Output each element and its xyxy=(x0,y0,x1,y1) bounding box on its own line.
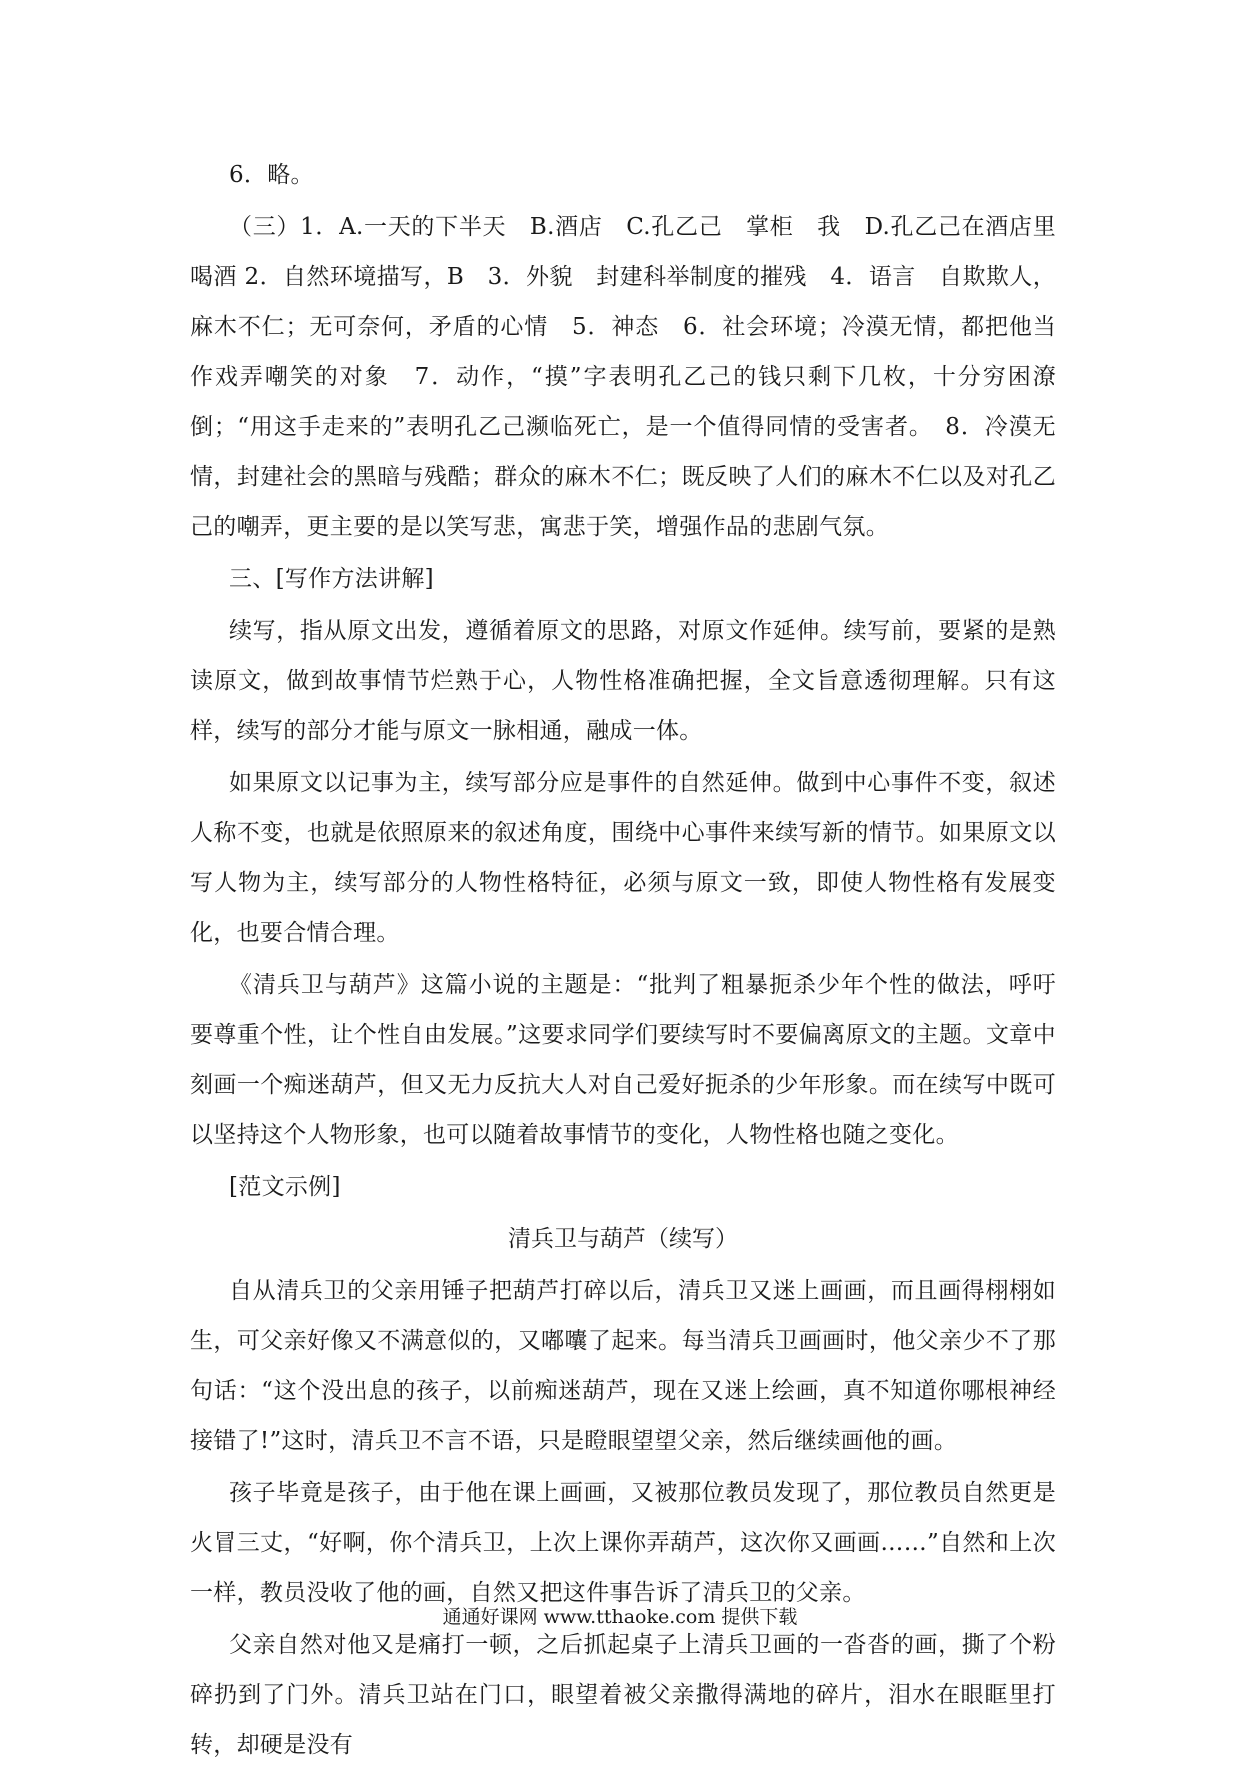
footer-text: 通通好课网 www.tthaoke.com 提供下载 xyxy=(442,1606,798,1628)
essay-paragraph: 孩子毕竟是孩子，由于他在课上画画，又被那位教员发现了，那位教员自然更是火冒三丈，“好啊，你个清兵卫，上次上课你弄葫芦，这次你又画画……”自然和上次一样，教员没收了他的画，自然又把这件事告诉了清兵卫的父亲。 xyxy=(190,1480,1056,1606)
writing-paragraph: 如果原文以记事为主，续写部分应是事件的自然延伸。做到中心事件不变，叙述人称不变，也就是依照原来的叙述角度，围绕中心事件来续写新的情节。如果原文以写人物为主，续写部分的人物性格特征，必须与原文一致，即使人物性格有发展变化，也要合情合理。 xyxy=(190,770,1056,946)
document-body xyxy=(190,150,1056,1772)
section-heading-writing: 三、[写作方法讲解] xyxy=(229,566,434,592)
writing-paragraph: 续写，指从原文出发，遵循着原文的思路，对原文作延伸。续写前，要紧的是熟读原文，做到故事情节烂熟于心，人物性格准确把握，全文旨意透彻理解。只有这样，续写的部分才能与原文一脉相通，融成一体。 xyxy=(190,618,1056,744)
essay-title: 清兵卫与葫芦（续写） xyxy=(508,1226,738,1252)
answer-6: 6．略。 xyxy=(229,162,314,188)
essay-paragraph: 父亲自然对他又是痛打一顿，之后抓起桌子上清兵卫画的一沓沓的画，撕了个粉碎扔到了门外。清兵卫站在门口，眼望着被父亲撒得满地的碎片，泪水在眼眶里打转，却硬是没有 xyxy=(190,1632,1056,1758)
essay-paragraph: 自从清兵卫的父亲用锤子把葫芦打碎以后，清兵卫又迷上画画，而且画得栩栩如生，可父亲好像又不满意似的，又嘟囔了起来。每当清兵卫画画时，他父亲少不了那句话：“这个没出息的孩子，以前痴迷葫芦，现在又迷上绘画，真不知道你哪根神经接错了!”这时，清兵卫不言不语，只是瞪眼望望父亲，然后继续画他的画。 xyxy=(190,1278,1056,1454)
example-heading: [范文示例] xyxy=(229,1174,341,1200)
page-footer xyxy=(0,1602,1240,1632)
answer-section-3: （三）1．A.一天的下半天 B.酒店 C.孔乙己 掌柜 我 D.孔乙己在酒店里喝酒 2．自然环境描写，B 3．外貌 封建科举制度的摧残 4．语言 自欺欺人，麻木不仁；无可奈何，矛盾的心情 5．神态 6．社会环境；冷漠无情，都把他当作戏弄嘲笑的对象 7．动作，“摸”字表明孔乙己的钱只剩下几枚，十分穷困潦倒；“用这手走来的”表明孔乙己濒临死亡，是一个值得同情的受害者。 8．冷漠无情，封建社会的黑暗与残酷；群众的麻木不仁；既反映了人们的麻木不仁以及对孔乙己的嘲弄，更主要的是以笑写悲，寓悲于笑，增强作品的悲剧气氛。 xyxy=(190,214,1056,540)
writing-paragraph: 《清兵卫与葫芦》这篇小说的主题是：“批判了粗暴扼杀少年个性的做法，呼吁要尊重个性，让个性自由发展。”这要求同学们要续写时不要偏离原文的主题。文章中刻画一个痴迷葫芦，但又无力反抗大人对自己爱好扼杀的少年形象。而在续写中既可以坚持这个人物形象，也可以随着故事情节的变化，人物性格也随之变化。 xyxy=(190,972,1056,1148)
